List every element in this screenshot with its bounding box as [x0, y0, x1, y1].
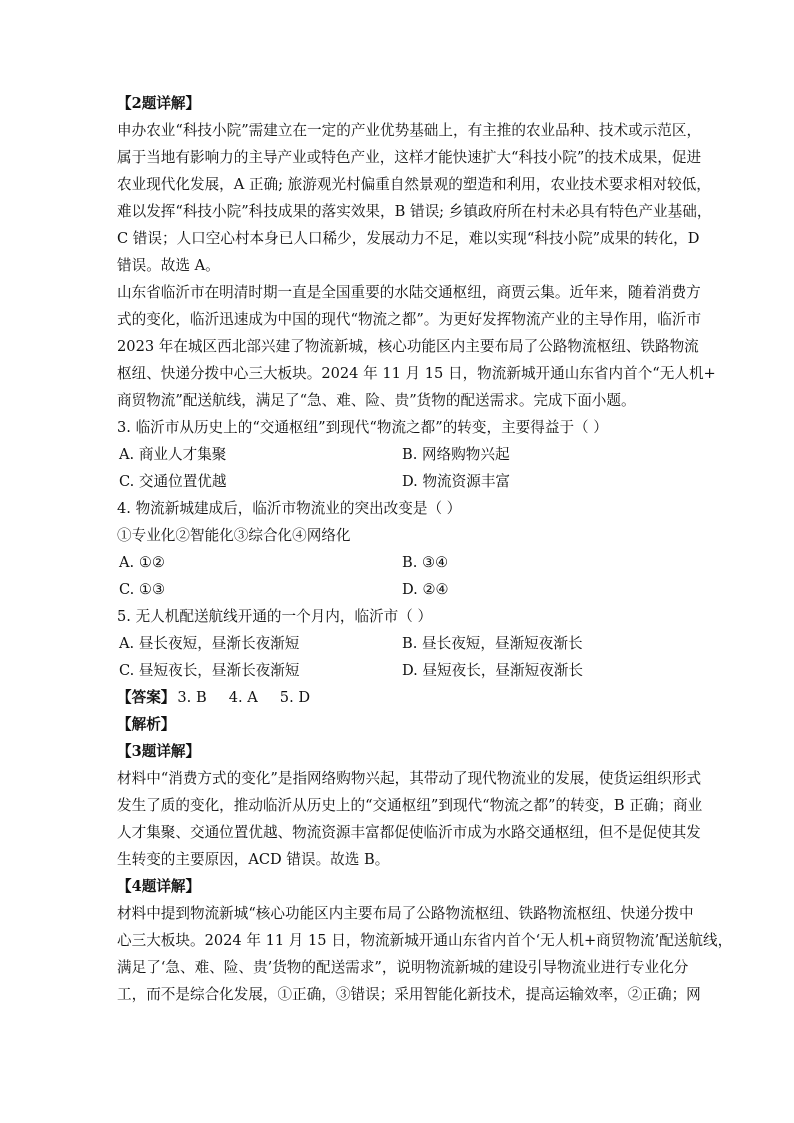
question-5-stem: 5. 无人机配送航线开通的一个月内，临沂市（ ）: [117, 608, 433, 625]
section-2-line: 农业现代化发展，A 正确; 旅游观光村偏重自然景观的塑造和利用，农业技术要求相对较低，: [117, 176, 711, 193]
section-2-line: C 错误；人口空心村本身已人口稀少，发展动力不足，难以实现“科技小院”成果的转化，D: [117, 230, 700, 247]
question-3-option-c: C. 交通位置优越: [119, 473, 227, 490]
question-5-option-a: A. 昼长夜短，昼渐长夜渐短: [119, 635, 300, 652]
analysis-heading: 【解析】: [117, 716, 176, 733]
question-3-option-b: B. 网络购物兴起: [402, 446, 510, 463]
section-4-line: 工，而不是综合化发展，①正确，③错误；采用智能化新技术，提高运输效率，②正确；网: [117, 986, 701, 1003]
question-4-stem: 4. 物流新城建成后，临沂市物流业的突出改变是（ ）: [117, 500, 462, 517]
question-4-option-a: A. ①②: [119, 554, 165, 571]
section-2-line: 申办农业“科技小院”需建立在一定的产业优势基础上，有主推的农业品种、技术或示范区，: [117, 122, 702, 139]
section-3-line: 生转变的主要原因，ACD 错误。故选 B。: [117, 851, 390, 868]
section-2-line: 属于当地有影响力的主导产业或特色产业，这样才能快速扩大“科技小院”的技术成果，促进: [117, 149, 702, 166]
section-4-line: 心三大板块。2024 年 11 月 15 日，物流新城开通山东省内首个‘无人机+商贸物流’配送航线，: [117, 932, 733, 949]
passage-line: 枢纽、快递分拨中心三大板块。2024 年 11 月 15 日，物流新城开通山东省内首个“无人机+: [117, 365, 716, 382]
passage-line: 2023 年在城区西北部兴建了物流新城，核心功能区内主要布局了公路物流枢纽、铁路物流: [117, 338, 699, 355]
section-3-line: 材料中“消费方式的变化”是指网络购物兴起，其带动了现代物流业的发展，使货运组织形式: [117, 770, 702, 787]
passage-line: 商贸物流”配送航线，满足了“急、难、险、贵”货物的配送需求。完成下面小题。: [117, 392, 636, 409]
section-2-heading: 【2题详解】: [117, 95, 201, 112]
passage-line: 式的变化，临沂迅速成为中国的现代“物流之都”。为更好发挥物流产业的主导作用，临沂市: [117, 311, 702, 328]
section-4-line: 材料中提到物流新城“核心功能区内主要布局了公路物流枢纽、铁路物流枢纽、快递分拨中: [117, 905, 694, 922]
question-4-option-d: D. ②④: [402, 581, 449, 598]
passage-line: 山东省临沂市在明清时期一直是全国重要的水陆交通枢纽，商贾云集。近年来，随着消费方: [117, 284, 701, 301]
section-2-line: 难以发挥“科技小院”科技成果的落实效果，B 错误; 乡镇政府所在村未必具有特色产业基础，: [117, 203, 712, 220]
answer-line: [117, 688, 332, 708]
question-4-items: ①专业化②智能化③综合化④网络化: [117, 527, 351, 544]
question-3-stem: 3. 临沂市从历史上的“交通枢纽”到现代“物流之都”的转变，主要得益于（ ）: [117, 419, 608, 436]
section-2-line: 错误。故选 A。: [117, 257, 220, 274]
question-5-option-b: B. 昼长夜短，昼渐短夜渐长: [402, 635, 583, 652]
section-3-heading: 【3题详解】: [117, 743, 201, 760]
question-5-option-d: D. 昼短夜长，昼渐短夜渐长: [402, 662, 583, 679]
answer-label: 【答案】: [117, 689, 176, 706]
answer-5: 5. D: [279, 689, 311, 706]
section-3-line: 发生了质的变化，推动临沂从历史上的“交通枢纽”到现代“物流之都”的转变，B 正确；商业: [117, 797, 703, 814]
section-4-line: 满足了‘急、难、险、贵’货物的配送需求”，说明物流新城的建设引导物流业进行专业化分: [117, 959, 689, 976]
question-4-option-b: B. ③④: [402, 554, 449, 571]
section-3-line: 人才集聚、交通位置优越、物流资源丰富都促使临沂市成为水路交通枢纽，但不是促使其发: [117, 824, 701, 841]
question-3-option-a: A. 商业人才集聚: [119, 446, 227, 463]
answer-3: 3. B: [177, 689, 207, 706]
question-5-option-c: C. 昼短夜长，昼渐长夜渐短: [119, 662, 300, 679]
section-4-heading: 【4题详解】: [117, 878, 201, 895]
question-4-option-c: C. ①③: [119, 581, 166, 598]
question-3-option-d: D. 物流资源丰富: [402, 473, 511, 490]
answer-4: 4. A: [228, 689, 258, 706]
